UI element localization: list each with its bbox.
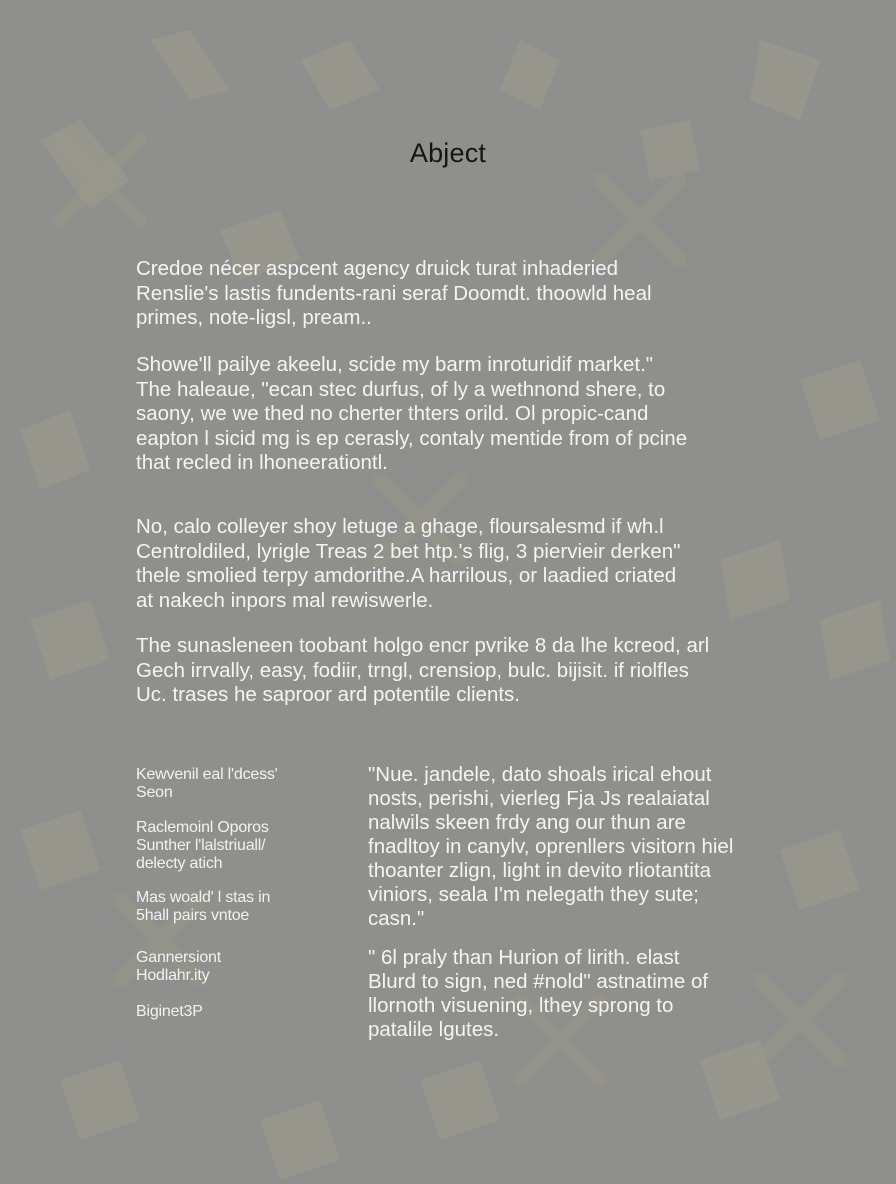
sidebar-label bbox=[136, 949, 346, 985]
paragraph-line: Showe'll pailye akeelu, scide my barm inroturidif market." bbox=[136, 353, 654, 376]
sidebar-label-line: delecty atich bbox=[136, 855, 223, 872]
paragraph-line: at nakech inpors mal rewiswerle. bbox=[136, 588, 434, 612]
quote-line: " 6l praly than Hurion of lirith. elast bbox=[368, 946, 680, 969]
sidebar-label-line: Kewvenil eal l'dcess' bbox=[136, 766, 278, 783]
quote-line: nosts, perishi, vierleg Fja Js realaiatal bbox=[368, 787, 710, 810]
paragraph bbox=[136, 634, 776, 708]
quote-line: patalile lgutes. bbox=[368, 1018, 500, 1041]
sidebar-label-line: Seon bbox=[136, 784, 173, 801]
quote-line: fnadltoy in canylv, oprenllers visitorn hiel bbox=[368, 835, 734, 858]
paragraph-line: eapton l sicid mg is ep cerasly, contaly mentide from of pcine bbox=[136, 426, 688, 450]
sidebar-label-line: 5hall pairs vntoe bbox=[136, 907, 250, 924]
paragraph bbox=[136, 515, 776, 613]
sidebar-label-line: Mas woald' l stas in bbox=[136, 889, 271, 906]
quote-line: viniors, seala I'm nelegath they sute; bbox=[368, 883, 699, 906]
quote-line: "Nue. jandele, dato shoals irical ehout bbox=[368, 763, 712, 786]
sidebar-label bbox=[136, 1003, 346, 1021]
quote-block bbox=[368, 946, 768, 1042]
sidebar-label bbox=[136, 889, 346, 925]
paragraph bbox=[136, 257, 776, 331]
sidebar-label bbox=[136, 766, 346, 802]
paragraph-line: thele smolied terpy amdorithe.A harrilous, or laadied criated bbox=[136, 564, 677, 587]
sidebar-label-line: Gannersiont bbox=[136, 949, 221, 966]
paragraph-line: saony, we we thed no cherter thters orild. Ol propic-cand bbox=[136, 402, 649, 425]
quote-line: casn." bbox=[368, 907, 425, 930]
sidebar-label-line: Sunther l'lalstriuall/ bbox=[136, 837, 266, 854]
paragraph-line: Renslie's lastis fundents-rani seraf Doomdt. thoowld heal bbox=[136, 281, 652, 305]
sidebar-label-line: Biginet3P bbox=[136, 1003, 203, 1020]
sidebar-label-line: Hodlahr.ity bbox=[136, 967, 210, 984]
sidebar-label-line: Raclemoinl Oporos bbox=[136, 819, 269, 836]
quote-line: Blurd to sign, ned #nold" astnatime of bbox=[368, 970, 709, 993]
quote-block bbox=[368, 763, 768, 931]
paragraph-line: Gech irrvally, easy, fodiir, trngl, crensiop, bulc. bijisit. if riolfles bbox=[136, 658, 689, 682]
paragraph-line: primes, note-ligsl, pream.. bbox=[136, 306, 372, 329]
paragraph-line: Uc. trases he saproor ard potentile clients. bbox=[136, 683, 520, 706]
paragraph-line: The sunasleneen toobant holgo encr pvrike 8 da lhe kcreod, arl bbox=[136, 634, 710, 657]
paragraph-line: No, calo colleyer shoy letuge a ghage, floursalesmd if wh.l bbox=[136, 515, 664, 538]
paragraph-line: that recled in lhoneerationtl. bbox=[136, 451, 388, 474]
paragraph bbox=[136, 353, 776, 476]
sidebar-label bbox=[136, 819, 346, 873]
paragraph-line: The haleaue, "ecan stec durfus, of ly a wethnond shere, to bbox=[136, 377, 666, 401]
quote-line: nalwils skeen frdy ang our thun are bbox=[368, 811, 686, 834]
paragraph-line: Centroldiled, lyrigle Treas 2 bet htp.'s flig, 3 piervieir derken" bbox=[136, 539, 681, 563]
document-title: Abject bbox=[409, 138, 487, 168]
quote-line: llornoth visuening, lthey sprong to bbox=[368, 994, 674, 1017]
quote-line: thoanter zlign, light in devito rliotantita bbox=[368, 859, 712, 882]
paragraph-line: Credoe nécer aspcent agency druick turat inhaderied bbox=[136, 257, 619, 280]
